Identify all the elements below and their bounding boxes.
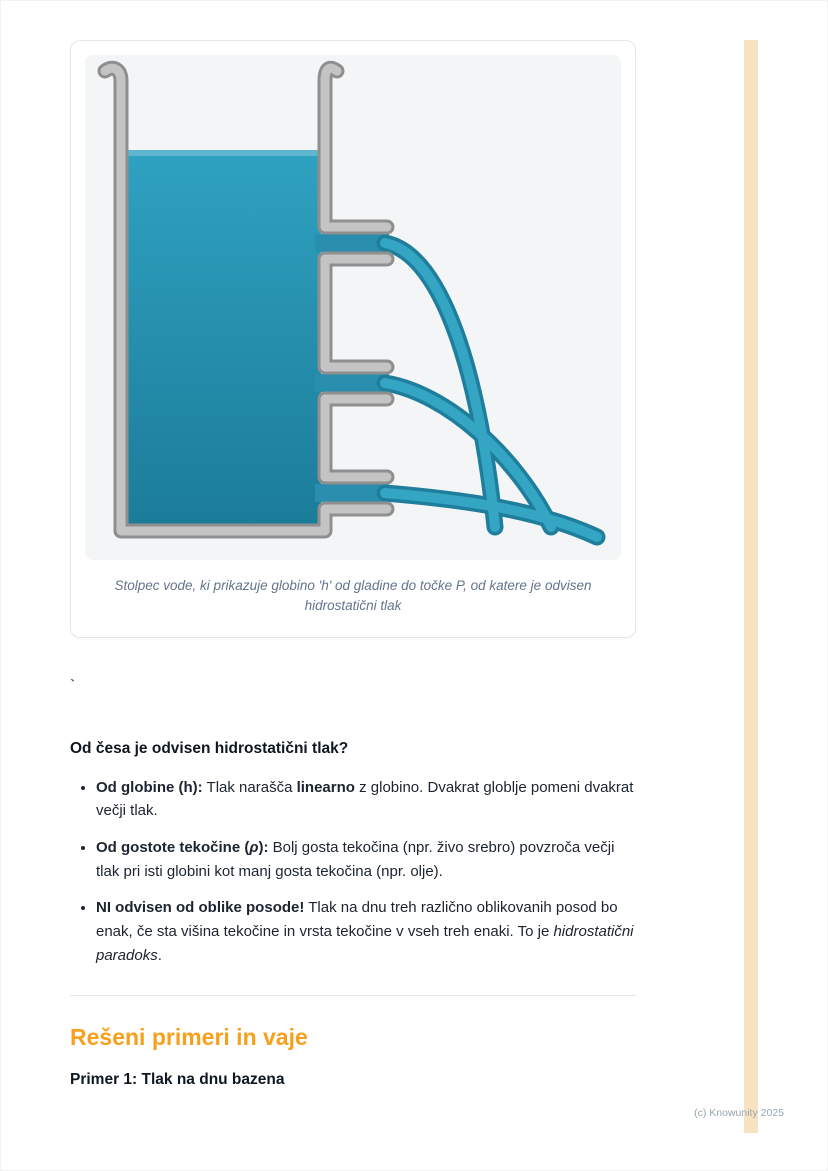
list-item-text-segment: ρ — [249, 838, 259, 856]
list-item-text-segment: Tlak na dnu treh različno oblikovanih posod bo enak, če sta višina tekočine in vrsta tekočine v vseh treh enaki. To je — [96, 899, 618, 940]
water-jets-sheen — [385, 243, 597, 537]
example-heading: Primer 1: Tlak na dnu bazena — [70, 1071, 285, 1089]
section-divider — [70, 995, 636, 996]
bullet-list — [70, 776, 636, 968]
list-item — [96, 836, 636, 883]
figure-caption: Stolpec vode, ki prikazuje globino 'h' od gladine do točke P, od katere je odvisen hidrostatični tlak — [114, 578, 592, 614]
list-item-text-segment: z globino. Dvakrat globlje pomeni dvakrat večji tlak. — [96, 778, 634, 820]
water-column-spouts-illustration — [85, 55, 621, 560]
stray-backtick: ` — [70, 677, 76, 695]
figure-card — [70, 40, 636, 638]
list-item-text-segment: Tlak narašča — [202, 778, 297, 796]
hydrostatic-pressure-figure — [85, 55, 621, 560]
water-body — [127, 150, 321, 528]
list-item-text-segment: Od gostote tekočine ( — [96, 838, 250, 856]
list-item-text-segment: Bolj gosta tekočina (npr. živo srebro) povzroča večji tlak pri isti globini kot manj gosta tekočina (npr. olje). — [96, 838, 615, 880]
list-item — [96, 776, 636, 823]
water-surface — [127, 150, 321, 156]
list-item-text-segment: . — [157, 946, 162, 964]
list-item-text-segment: Od globine (h): — [96, 778, 203, 796]
content-column — [70, 40, 636, 1089]
list-item-text-segment: ): — [258, 838, 269, 856]
list-item — [96, 896, 636, 967]
question-heading: Od česa je odvisen hidrostatični tlak? — [70, 739, 349, 757]
section-heading: Rešeni primeri in vaje — [70, 1024, 308, 1051]
page-edge-stripe — [744, 40, 758, 1133]
list-item-text-segment: linearno — [296, 778, 355, 796]
copyright: (c) Knowunity 2025 — [694, 1107, 784, 1119]
list-item-text-segment: hidrostatični paradoks — [96, 922, 634, 964]
list-item-text-segment: NI odvisen od oblike posode! — [96, 899, 305, 917]
